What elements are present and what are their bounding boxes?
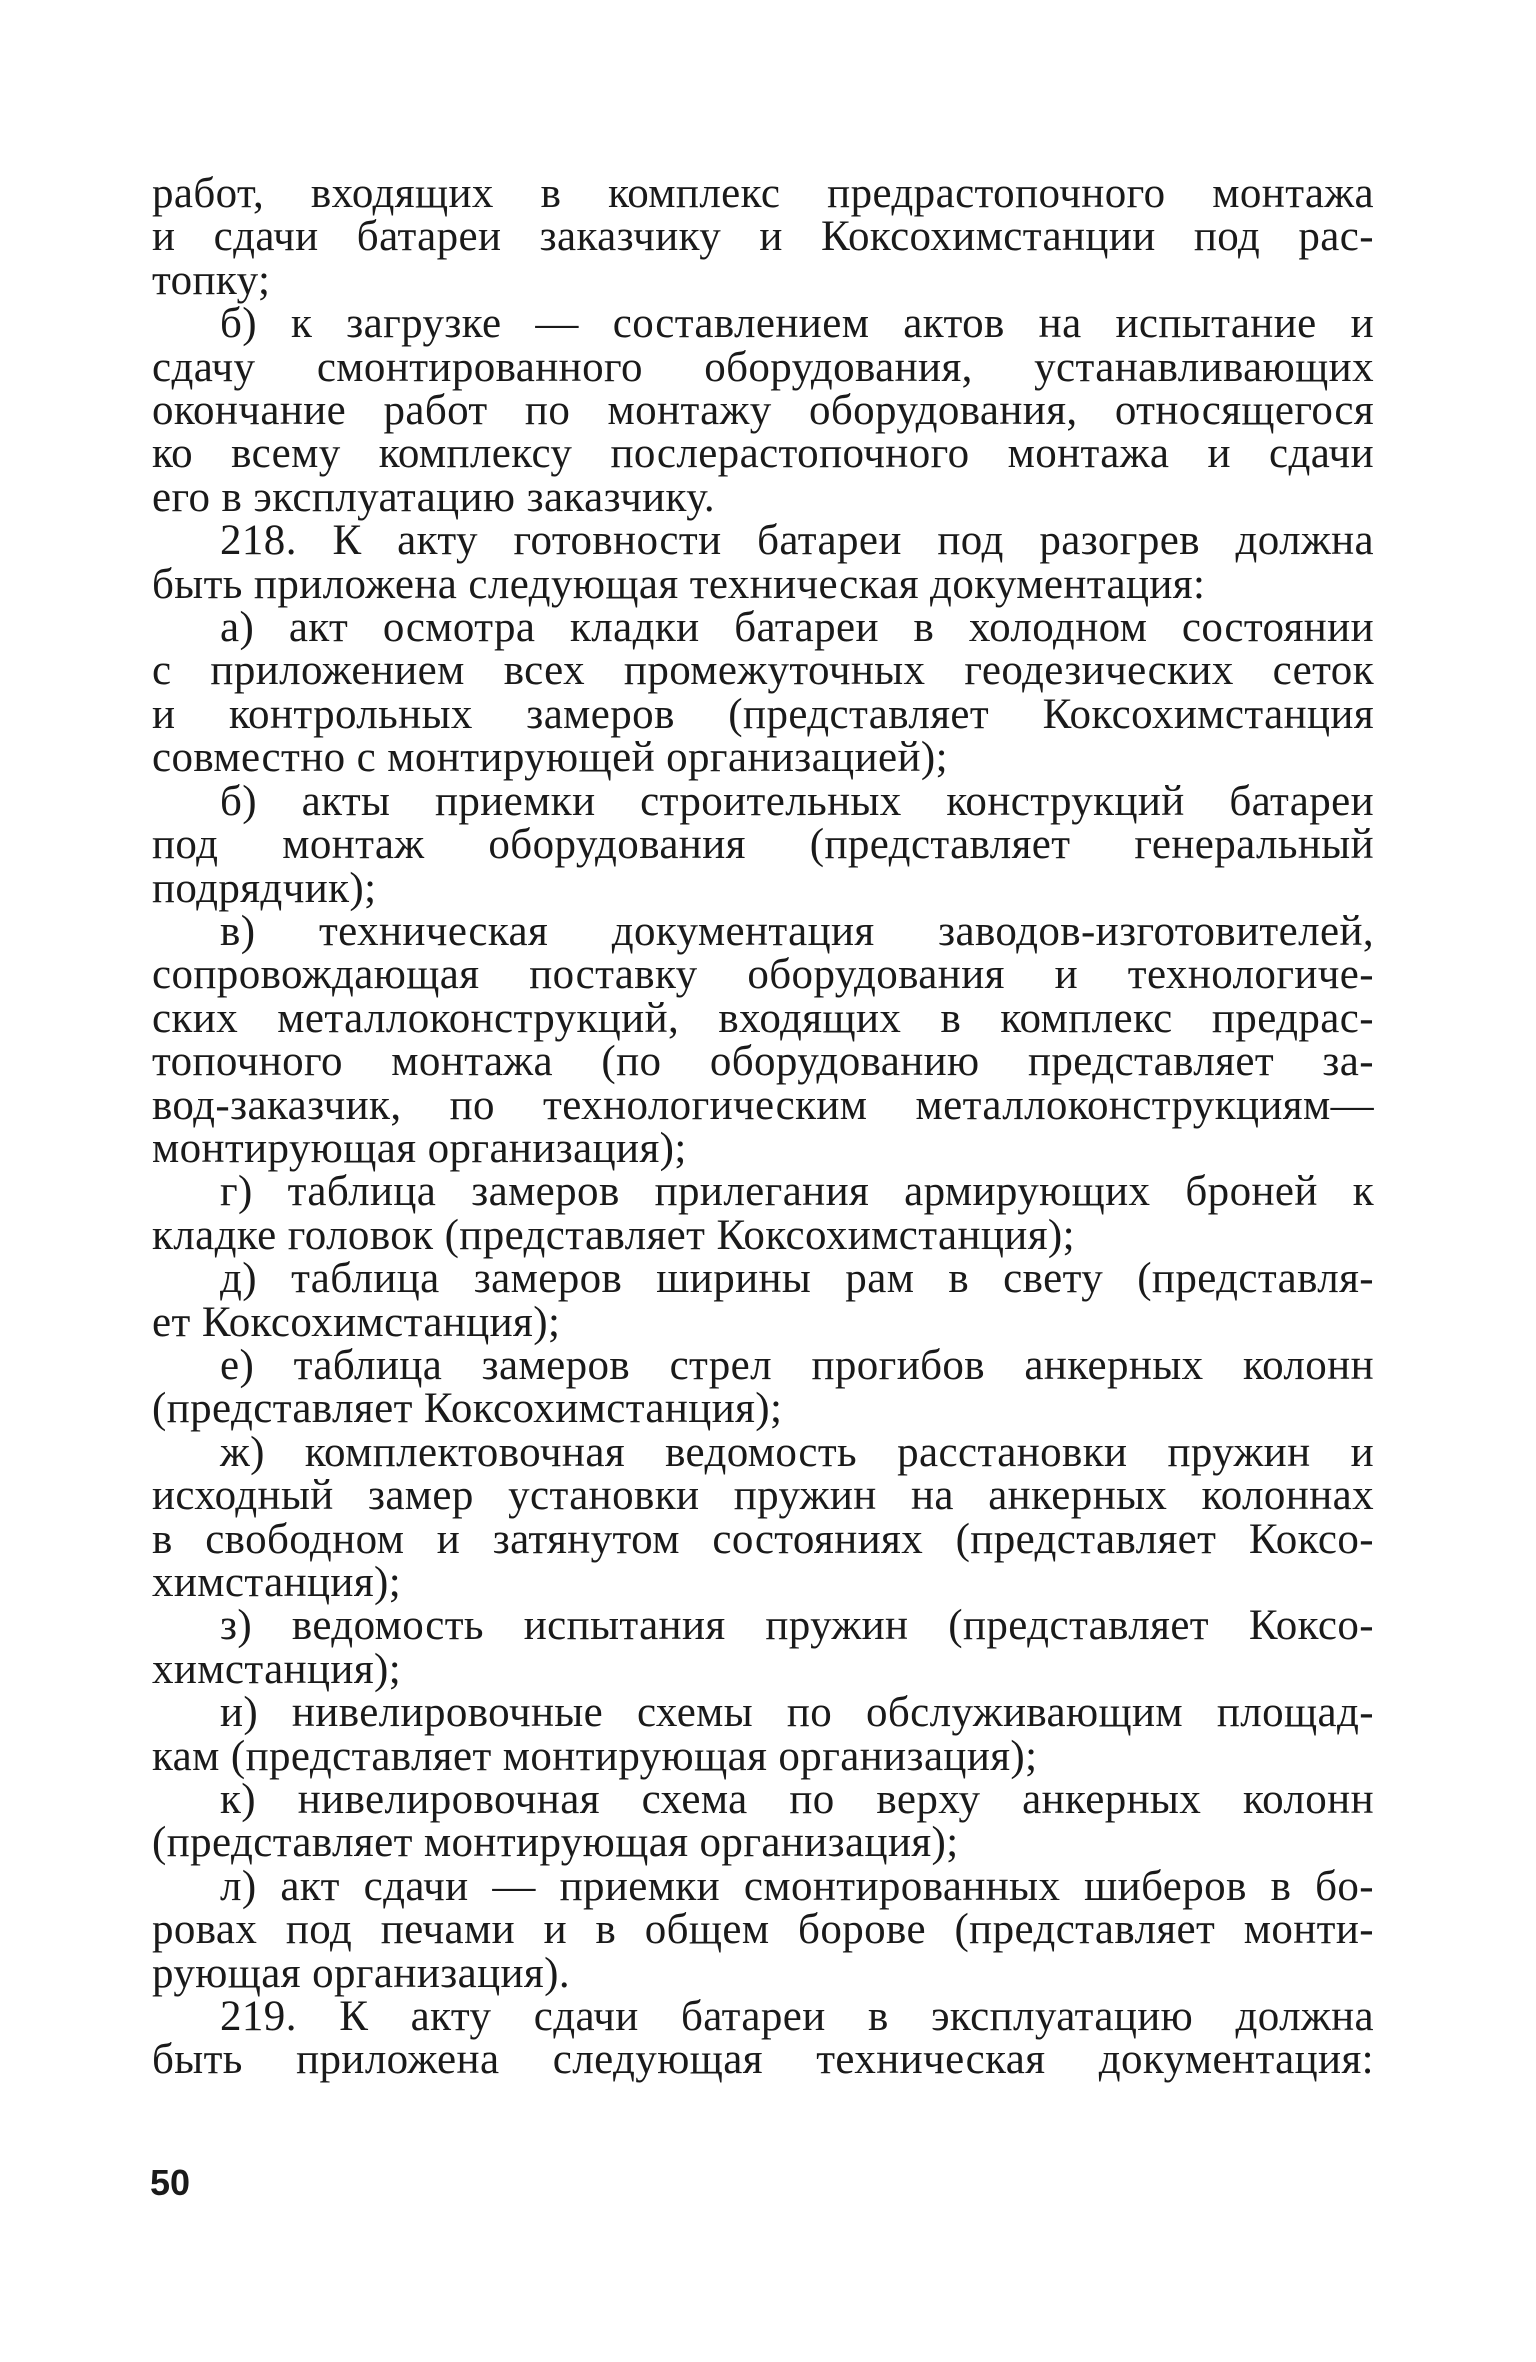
text-line: д) таблица замеров ширины рам в свету (представля- — [220, 1255, 1374, 1303]
text-line: 218. К акту готовности батареи под разогрев должна — [220, 517, 1374, 565]
text-line: быть приложена следующая техническая документация: — [152, 2036, 1374, 2084]
text-line: ских металлоконструкций, входящих в комплекс предрас- — [152, 994, 1374, 1042]
text-line: топочного монтажа (по оборудованию представляет за- — [152, 1038, 1374, 1086]
text-line: сдачу смонтированного оборудования, устанавливающих — [152, 343, 1374, 391]
text-line: ет Коксохимстанция); — [152, 1298, 561, 1346]
text-line: и) нивелировочные схемы по обслуживающим площад- — [220, 1689, 1374, 1737]
text-line: с приложением всех промежуточных геодезических сеток — [152, 647, 1374, 695]
text-line: ко всему комплексу послерастопочного монтажа и сдачи — [152, 430, 1374, 478]
text-line: в свободном и затянутом состояниях (представляет Коксо- — [152, 1515, 1374, 1563]
text-line: под монтаж оборудования (представляет генеральный — [152, 821, 1374, 869]
text-line: 219. К акту сдачи батареи в эксплуатацию должна — [220, 1993, 1374, 2041]
text-line: совместно с монтирующей организацией); — [152, 734, 948, 782]
text-line: (представляет Коксохимстанция); — [152, 1385, 783, 1433]
text-line: и контрольных замеров (представляет Коксохимстанция — [152, 690, 1374, 738]
text-line: химстанция); — [152, 1559, 402, 1606]
text-line: монтирующая организация); — [152, 1124, 687, 1172]
text-line: кладке головок (представляет Коксохимстанция); — [152, 1211, 1075, 1259]
page-body — [152, 172, 1374, 2082]
text-line: сопровождающая поставку оборудования и технологиче- — [152, 951, 1374, 999]
text-line: (представляет монтирующая организация); — [152, 1819, 959, 1867]
text-line: и сдачи батареи заказчику и Коксохимстанции под рас- — [152, 213, 1374, 261]
text-line: л) акт сдачи — приемки смонтированных шиберов в бо- — [220, 1862, 1374, 1910]
text-line: кам (представляет монтирующая организация); — [152, 1732, 1038, 1780]
text-line: е) таблица замеров стрел прогибов анкерных колонн — [220, 1341, 1374, 1389]
text-line: химстанция); — [152, 1645, 402, 1693]
text-line: быть приложена следующая техническая документация: — [152, 560, 1206, 608]
text-line: его в эксплуатацию заказчику. — [152, 473, 715, 521]
text-line: рующая организация). — [152, 1949, 570, 1997]
text-line: к) нивелировочная схема по верху анкерных колонн — [220, 1776, 1374, 1824]
text-line: г) таблица замеров прилегания армирующих броней к — [220, 1168, 1374, 1216]
text-line: исходный замер установки пружин на анкерных колоннах — [152, 1472, 1374, 1520]
text-line: работ, входящих в комплекс предрастопочного монтажа — [152, 170, 1374, 217]
text-line: ж) комплектовочная ведомость расстановки пружин и — [220, 1428, 1374, 1476]
text-line: в) техническая документация заводов-изготовителей, — [220, 907, 1374, 955]
text-line: топку; — [152, 256, 271, 304]
page-number: 50 — [150, 2162, 191, 2203]
text-line: ровах под печами и в общем борове (представляет монти- — [152, 1906, 1374, 1954]
text-line: вод-заказчик, по технологическим металлоконструкциям— — [152, 1081, 1374, 1129]
text-line: з) ведомость испытания пружин (представляет Коксо- — [220, 1602, 1374, 1650]
text-line: б) к загрузке — составлением актов на испытание и — [220, 300, 1374, 348]
text-line: подрядчик); — [152, 864, 377, 912]
text-line: б) акты приемки строительных конструкций батареи — [220, 777, 1374, 825]
text-line: окончание работ по монтажу оборудования, относящегося — [152, 387, 1374, 435]
text-line: а) акт осмотра кладки батареи в холодном состоянии — [220, 604, 1374, 652]
